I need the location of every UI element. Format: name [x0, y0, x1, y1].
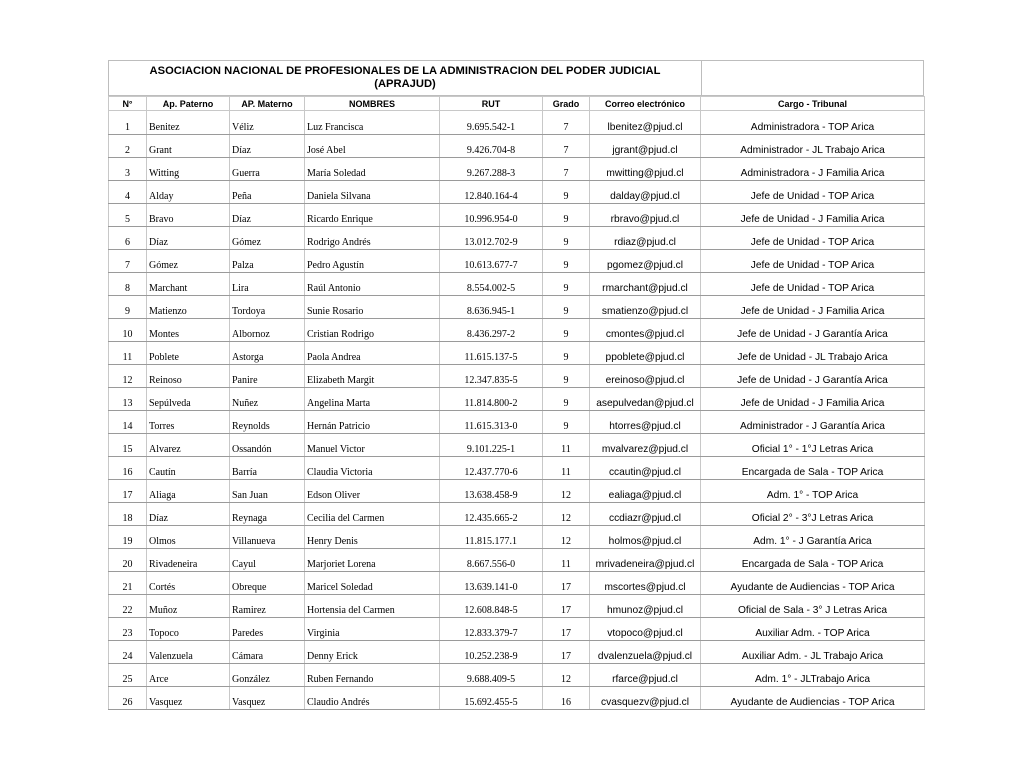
- table-row: [109, 595, 925, 618]
- cell-ap-materno: Gómez: [230, 227, 305, 250]
- cell-number: 7: [109, 250, 147, 273]
- header-number: N°: [109, 97, 147, 111]
- cell-number: 21: [109, 572, 147, 595]
- cell-number: 16: [109, 457, 147, 480]
- cell-correo: ealiaga@pjud.cl: [590, 480, 701, 503]
- table-row: [109, 503, 925, 526]
- cell-correo: ereinoso@pjud.cl: [590, 365, 701, 388]
- table-row: [109, 388, 925, 411]
- cell-rut: 12.833.379-7: [440, 618, 543, 641]
- cell-ap-paterno: Rivadeneira: [147, 549, 230, 572]
- cell-grado: 9: [543, 204, 590, 227]
- table-row: [109, 618, 925, 641]
- cell-cargo: Adm. 1° - TOP Arica: [701, 480, 925, 503]
- header-cargo: Cargo - Tribunal: [701, 97, 925, 111]
- cell-nombres: Hernán Patricio: [305, 411, 440, 434]
- table-row: [109, 296, 925, 319]
- cell-nombres: Cecilia del Carmen: [305, 503, 440, 526]
- cell-ap-paterno: Poblete: [147, 342, 230, 365]
- table-row: [109, 664, 925, 687]
- cell-correo: holmos@pjud.cl: [590, 526, 701, 549]
- title-line-1: ASOCIACION NACIONAL DE PROFESIONALES DE LA ADMINISTRACION DEL PODER JUDICIAL: [149, 65, 661, 77]
- cell-rut: 10.252.238-9: [440, 641, 543, 664]
- cell-nombres: Elizabeth Margit: [305, 365, 440, 388]
- cell-cargo: Oficial 1° - 1°J Letras Arica: [701, 434, 925, 457]
- cell-correo: vtopoco@pjud.cl: [590, 618, 701, 641]
- cell-number: 18: [109, 503, 147, 526]
- cell-ap-paterno: Arce: [147, 664, 230, 687]
- cell-cargo: Auxiliar Adm. - JL Trabajo Arica: [701, 641, 925, 664]
- cell-correo: mwitting@pjud.cl: [590, 158, 701, 181]
- cell-cargo: Jefe de Unidad - J Familia Arica: [701, 388, 925, 411]
- header-rut: RUT: [440, 97, 543, 111]
- cell-nombres: Ricardo Enrique: [305, 204, 440, 227]
- cell-rut: 13.639.141-0: [440, 572, 543, 595]
- title-row: [108, 60, 924, 96]
- cell-ap-paterno: Gómez: [147, 250, 230, 273]
- cell-correo: lbenitez@pjud.cl: [590, 111, 701, 135]
- table-row: [109, 365, 925, 388]
- title-line-2: (APRAJUD): [374, 78, 436, 90]
- cell-cargo: Adm. 1° - J Garantía Arica: [701, 526, 925, 549]
- cell-correo: ccautin@pjud.cl: [590, 457, 701, 480]
- cell-correo: htorres@pjud.cl: [590, 411, 701, 434]
- table-row: [109, 480, 925, 503]
- cell-ap-paterno: Benitez: [147, 111, 230, 135]
- cell-ap-materno: Guerra: [230, 158, 305, 181]
- cell-ap-materno: San Juan: [230, 480, 305, 503]
- cell-nombres: Marjoriet Lorena: [305, 549, 440, 572]
- cell-grado: 9: [543, 181, 590, 204]
- cell-grado: 16: [543, 687, 590, 710]
- cell-grado: 17: [543, 572, 590, 595]
- cell-rut: 9.267.288-3: [440, 158, 543, 181]
- cell-nombres: Virginia: [305, 618, 440, 641]
- cell-nombres: Luz Francisca: [305, 111, 440, 135]
- cell-nombres: Maricel Soledad: [305, 572, 440, 595]
- cell-grado: 11: [543, 434, 590, 457]
- cell-grado: 9: [543, 227, 590, 250]
- cell-cargo: Administradora - TOP Arica: [701, 111, 925, 135]
- cell-correo: hmunoz@pjud.cl: [590, 595, 701, 618]
- table-row: [109, 111, 925, 135]
- cell-rut: 8.554.002-5: [440, 273, 543, 296]
- table-row: [109, 227, 925, 250]
- cell-ap-materno: Lira: [230, 273, 305, 296]
- cell-grado: 17: [543, 641, 590, 664]
- table-row: [109, 687, 925, 710]
- cell-ap-materno: Barría: [230, 457, 305, 480]
- cell-ap-paterno: Montes: [147, 319, 230, 342]
- cell-ap-materno: González: [230, 664, 305, 687]
- cell-rut: 12.608.848-5: [440, 595, 543, 618]
- cell-ap-materno: Paredes: [230, 618, 305, 641]
- cell-ap-materno: Díaz: [230, 135, 305, 158]
- table-row: [109, 319, 925, 342]
- cell-rut: 11.615.313-0: [440, 411, 543, 434]
- cell-rut: 8.436.297-2: [440, 319, 543, 342]
- cell-rut: 9.426.704-8: [440, 135, 543, 158]
- table-row: [109, 549, 925, 572]
- cell-rut: 12.437.770-6: [440, 457, 543, 480]
- title-empty-cell: [701, 60, 924, 96]
- cell-rut: 9.101.225-1: [440, 434, 543, 457]
- cell-grado: 9: [543, 342, 590, 365]
- cell-rut: 11.615.137-5: [440, 342, 543, 365]
- table-row: [109, 135, 925, 158]
- cell-rut: 9.688.409-5: [440, 664, 543, 687]
- cell-ap-paterno: Torres: [147, 411, 230, 434]
- cell-number: 15: [109, 434, 147, 457]
- cell-cargo: Ayudante de Audiencias - TOP Arica: [701, 687, 925, 710]
- cell-cargo: Oficial 2° - 3°J Letras Arica: [701, 503, 925, 526]
- cell-correo: cvasquezv@pjud.cl: [590, 687, 701, 710]
- cell-grado: 9: [543, 388, 590, 411]
- cell-number: 11: [109, 342, 147, 365]
- cell-number: 25: [109, 664, 147, 687]
- members-table: [108, 96, 925, 710]
- cell-grado: 12: [543, 503, 590, 526]
- cell-nombres: Cristian Rodrigo: [305, 319, 440, 342]
- cell-grado: 9: [543, 319, 590, 342]
- cell-ap-paterno: Sepúlveda: [147, 388, 230, 411]
- cell-number: 9: [109, 296, 147, 319]
- cell-cargo: Ayudante de Audiencias - TOP Arica: [701, 572, 925, 595]
- cell-number: 5: [109, 204, 147, 227]
- cell-cargo: Adm. 1° - JLTrabajo Arica: [701, 664, 925, 687]
- cell-nombres: Edson Oliver: [305, 480, 440, 503]
- cell-correo: jgrant@pjud.cl: [590, 135, 701, 158]
- cell-ap-paterno: Matienzo: [147, 296, 230, 319]
- table-row: [109, 572, 925, 595]
- cell-cargo: Jefe de Unidad - TOP Arica: [701, 250, 925, 273]
- cell-ap-paterno: Marchant: [147, 273, 230, 296]
- cell-number: 12: [109, 365, 147, 388]
- cell-cargo: Jefe de Unidad - TOP Arica: [701, 227, 925, 250]
- cell-correo: rfarce@pjud.cl: [590, 664, 701, 687]
- cell-ap-paterno: Alvarez: [147, 434, 230, 457]
- cell-rut: 12.435.665-2: [440, 503, 543, 526]
- cell-ap-paterno: Díaz: [147, 227, 230, 250]
- cell-number: 8: [109, 273, 147, 296]
- cell-number: 10: [109, 319, 147, 342]
- cell-cargo: Administrador - J Garantía Arica: [701, 411, 925, 434]
- cell-ap-paterno: Grant: [147, 135, 230, 158]
- cell-correo: rbravo@pjud.cl: [590, 204, 701, 227]
- cell-ap-materno: Tordoya: [230, 296, 305, 319]
- cell-nombres: Claudio Andrés: [305, 687, 440, 710]
- cell-nombres: Daniela Silvana: [305, 181, 440, 204]
- cell-ap-materno: Albornoz: [230, 319, 305, 342]
- cell-nombres: Pedro Agustín: [305, 250, 440, 273]
- cell-number: 23: [109, 618, 147, 641]
- cell-ap-materno: Véliz: [230, 111, 305, 135]
- cell-nombres: Claudia Victoria: [305, 457, 440, 480]
- cell-grado: 17: [543, 618, 590, 641]
- header-grado: Grado: [543, 97, 590, 111]
- cell-ap-paterno: Valenzuela: [147, 641, 230, 664]
- cell-grado: 11: [543, 549, 590, 572]
- cell-nombres: Manuel Victor: [305, 434, 440, 457]
- table-row: [109, 204, 925, 227]
- cell-grado: 12: [543, 480, 590, 503]
- cell-grado: 7: [543, 135, 590, 158]
- cell-ap-materno: Cayul: [230, 549, 305, 572]
- cell-correo: mrivadeneira@pjud.cl: [590, 549, 701, 572]
- table-row: [109, 342, 925, 365]
- cell-cargo: Jefe de Unidad - J Familia Arica: [701, 204, 925, 227]
- cell-ap-paterno: Olmos: [147, 526, 230, 549]
- table-row: [109, 457, 925, 480]
- cell-grado: 7: [543, 158, 590, 181]
- cell-correo: asepulvedan@pjud.cl: [590, 388, 701, 411]
- cell-rut: 13.638.458-9: [440, 480, 543, 503]
- cell-ap-paterno: Reinoso: [147, 365, 230, 388]
- cell-ap-materno: Vasquez: [230, 687, 305, 710]
- cell-ap-paterno: Muñoz: [147, 595, 230, 618]
- cell-cargo: Encargada de Sala - TOP Arica: [701, 549, 925, 572]
- cell-grado: 12: [543, 526, 590, 549]
- cell-grado: 9: [543, 273, 590, 296]
- cell-ap-materno: Reynaga: [230, 503, 305, 526]
- cell-rut: 8.667.556-0: [440, 549, 543, 572]
- document-title: [108, 60, 701, 96]
- cell-number: 14: [109, 411, 147, 434]
- cell-rut: 13.012.702-9: [440, 227, 543, 250]
- cell-number: 24: [109, 641, 147, 664]
- cell-correo: mscortes@pjud.cl: [590, 572, 701, 595]
- cell-ap-paterno: Aliaga: [147, 480, 230, 503]
- cell-ap-materno: Obreque: [230, 572, 305, 595]
- table-body: [109, 111, 925, 710]
- cell-correo: mvalvarez@pjud.cl: [590, 434, 701, 457]
- table-row: [109, 250, 925, 273]
- cell-number: 13: [109, 388, 147, 411]
- cell-nombres: Henry Denis: [305, 526, 440, 549]
- cell-rut: 11.815.177.1: [440, 526, 543, 549]
- cell-correo: ppoblete@pjud.cl: [590, 342, 701, 365]
- cell-ap-materno: Nuñez: [230, 388, 305, 411]
- cell-ap-materno: Cámara: [230, 641, 305, 664]
- cell-correo: rmarchant@pjud.cl: [590, 273, 701, 296]
- cell-correo: ccdiazr@pjud.cl: [590, 503, 701, 526]
- table-row: [109, 181, 925, 204]
- cell-correo: pgomez@pjud.cl: [590, 250, 701, 273]
- cell-nombres: Raúl Antonio: [305, 273, 440, 296]
- cell-ap-paterno: Alday: [147, 181, 230, 204]
- cell-cargo: Oficial de Sala - 3° J Letras Arica: [701, 595, 925, 618]
- header-ap-materno: AP. Materno: [230, 97, 305, 111]
- cell-nombres: Paola Andrea: [305, 342, 440, 365]
- header-correo: Correo electrónico: [590, 97, 701, 111]
- cell-ap-materno: Reynolds: [230, 411, 305, 434]
- cell-nombres: Sunie Rosario: [305, 296, 440, 319]
- cell-number: 19: [109, 526, 147, 549]
- cell-rut: 8.636.945-1: [440, 296, 543, 319]
- cell-nombres: Hortensia del Carmen: [305, 595, 440, 618]
- table-row: [109, 411, 925, 434]
- cell-nombres: María Soledad: [305, 158, 440, 181]
- cell-grado: 12: [543, 664, 590, 687]
- header-nombres: NOMBRES: [305, 97, 440, 111]
- cell-nombres: Ruben Fernando: [305, 664, 440, 687]
- cell-correo: rdiaz@pjud.cl: [590, 227, 701, 250]
- cell-cargo: Auxiliar Adm. - TOP Arica: [701, 618, 925, 641]
- cell-cargo: Jefe de Unidad - J Familia Arica: [701, 296, 925, 319]
- cell-ap-materno: Panire: [230, 365, 305, 388]
- cell-number: 26: [109, 687, 147, 710]
- cell-grado: 7: [543, 111, 590, 135]
- cell-rut: 9.695.542-1: [440, 111, 543, 135]
- table-row: [109, 273, 925, 296]
- cell-cargo: Jefe de Unidad - J Garantía Arica: [701, 319, 925, 342]
- cell-number: 20: [109, 549, 147, 572]
- cell-number: 2: [109, 135, 147, 158]
- cell-ap-paterno: Bravo: [147, 204, 230, 227]
- cell-grado: 9: [543, 250, 590, 273]
- cell-grado: 9: [543, 411, 590, 434]
- cell-correo: dalday@pjud.cl: [590, 181, 701, 204]
- cell-ap-paterno: Cautín: [147, 457, 230, 480]
- header-row: [109, 97, 925, 111]
- cell-grado: 9: [543, 365, 590, 388]
- table-row: [109, 641, 925, 664]
- cell-number: 4: [109, 181, 147, 204]
- cell-ap-paterno: Díaz: [147, 503, 230, 526]
- cell-correo: smatienzo@pjud.cl: [590, 296, 701, 319]
- cell-nombres: Denny Erick: [305, 641, 440, 664]
- cell-number: 22: [109, 595, 147, 618]
- cell-ap-materno: Ramirez: [230, 595, 305, 618]
- cell-ap-paterno: Witting: [147, 158, 230, 181]
- cell-grado: 17: [543, 595, 590, 618]
- cell-ap-materno: Astorga: [230, 342, 305, 365]
- cell-rut: 15.692.455-5: [440, 687, 543, 710]
- cell-ap-paterno: Vasquez: [147, 687, 230, 710]
- cell-ap-materno: Peña: [230, 181, 305, 204]
- cell-number: 3: [109, 158, 147, 181]
- cell-nombres: Rodrigo Andrés: [305, 227, 440, 250]
- spreadsheet: [108, 60, 924, 710]
- cell-ap-materno: Ossandón: [230, 434, 305, 457]
- cell-cargo: Administradora - J Familia Arica: [701, 158, 925, 181]
- cell-grado: 9: [543, 296, 590, 319]
- cell-cargo: Jefe de Unidad - JL Trabajo Arica: [701, 342, 925, 365]
- cell-rut: 10.613.677-7: [440, 250, 543, 273]
- cell-cargo: Encargada de Sala - TOP Arica: [701, 457, 925, 480]
- table-row: [109, 158, 925, 181]
- cell-ap-paterno: Cortés: [147, 572, 230, 595]
- cell-cargo: Jefe de Unidad - J Garantía Arica: [701, 365, 925, 388]
- header-ap-paterno: Ap. Paterno: [147, 97, 230, 111]
- cell-ap-paterno: Topoco: [147, 618, 230, 641]
- cell-ap-materno: Palza: [230, 250, 305, 273]
- table-row: [109, 526, 925, 549]
- cell-number: 6: [109, 227, 147, 250]
- cell-rut: 12.840.164-4: [440, 181, 543, 204]
- cell-ap-materno: Díaz: [230, 204, 305, 227]
- cell-rut: 11.814.800-2: [440, 388, 543, 411]
- cell-ap-materno: Villanueva: [230, 526, 305, 549]
- cell-number: 1: [109, 111, 147, 135]
- cell-cargo: Jefe de Unidad - TOP Arica: [701, 181, 925, 204]
- cell-number: 17: [109, 480, 147, 503]
- cell-nombres: Angelina Marta: [305, 388, 440, 411]
- cell-cargo: Administrador - JL Trabajo Arica: [701, 135, 925, 158]
- cell-correo: cmontes@pjud.cl: [590, 319, 701, 342]
- cell-nombres: José Abel: [305, 135, 440, 158]
- cell-rut: 10.996.954-0: [440, 204, 543, 227]
- cell-cargo: Jefe de Unidad - TOP Arica: [701, 273, 925, 296]
- cell-grado: 11: [543, 457, 590, 480]
- table-row: [109, 434, 925, 457]
- cell-rut: 12.347.835-5: [440, 365, 543, 388]
- cell-correo: dvalenzuela@pjud.cl: [590, 641, 701, 664]
